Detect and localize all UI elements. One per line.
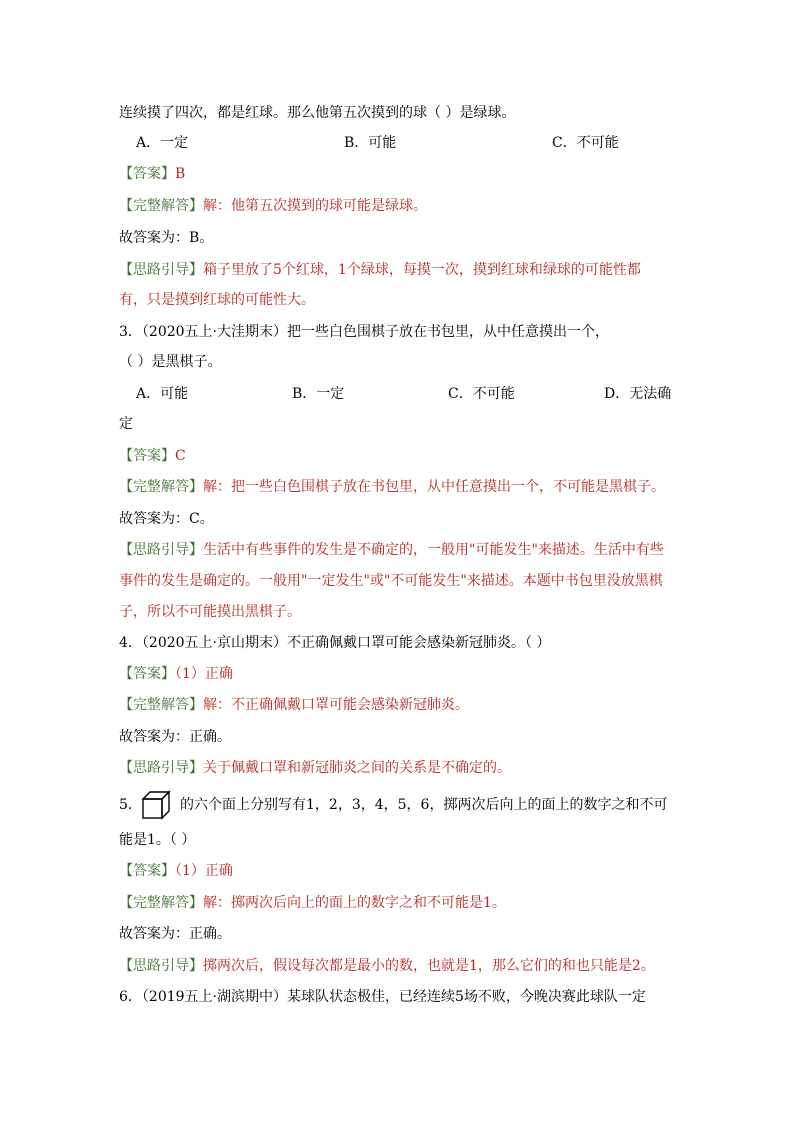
q4-guide-line-1	[119, 758, 511, 778]
cube-icon	[141, 790, 171, 820]
q3-option-b: B．一定	[292, 386, 345, 402]
q4-solution: 解：不正确佩戴口罩可能会感染新冠肺炎。	[203, 697, 469, 713]
answer-tag: 【答案】	[119, 863, 175, 879]
guide-tag: 【思路引导】	[119, 958, 203, 974]
q2-answer-line	[119, 164, 185, 184]
q2-option-a: A．一定	[136, 135, 189, 151]
q4-stem: 4．（2020五上·京山期末）不正确佩戴口罩可能会感染新冠肺炎。（ ）	[119, 635, 551, 651]
solution-tag: 【完整解答】	[119, 198, 203, 214]
q3-answer: C	[175, 448, 186, 464]
guide-tag: 【思路引导】	[119, 760, 203, 776]
answer-tag: 【答案】	[119, 666, 175, 682]
q5-final: 故答案为：正确。	[119, 926, 231, 942]
q2-guide-line-2: 有，只是摸到红球的可能性大。	[119, 292, 315, 308]
q2-guide-line-1	[119, 260, 641, 280]
q3-stem-line-2: （ ）是黑棋子。	[119, 354, 222, 370]
q5-solution: 解：掷两次后向上的面上的数字之和不可能是1。	[203, 895, 506, 911]
q3-guide-line-3: 子，所以不可能摸出黑棋子。	[119, 604, 301, 620]
q3-option-c: C．不可能	[448, 386, 515, 402]
q5-guide-line-1	[119, 956, 655, 976]
guide-tag: 【思路引导】	[119, 542, 203, 558]
q4-final: 故答案为：正确。	[119, 729, 231, 745]
q2-option-c: C．不可能	[552, 135, 619, 151]
q4-solution-line	[119, 695, 469, 715]
q2-answer: B	[175, 166, 186, 182]
solution-tag: 【完整解答】	[119, 697, 203, 713]
q2-final: 故答案为：B。	[119, 230, 214, 246]
q4-answer: （1）正确	[175, 666, 233, 682]
q3-option-d: D．无法确	[604, 386, 672, 402]
q3-answer-line	[119, 446, 186, 466]
q3-guide-text-1: 生活中有些事件的发生是不确定的，一般用"可能发生"来描述。生活中有些	[203, 542, 664, 558]
solution-tag: 【完整解答】	[119, 479, 203, 495]
q3-solution: 解：把一些白色围棋子放在书包里，从中任意摸出一个，不可能是黑棋子。	[203, 479, 665, 495]
q4-guide-text-1: 关于佩戴口罩和新冠肺炎之间的关系是不确定的。	[203, 760, 511, 776]
q4-answer-line	[119, 664, 233, 684]
q3-guide-line-1	[119, 540, 664, 560]
q2-guide-text-1: 箱子里放了5个红球，1个绿球，每摸一次，摸到红球和绿球的可能性都	[203, 262, 641, 278]
q2-solution: 解：他第五次摸到的球可能是绿球。	[203, 198, 427, 214]
q5-stem-line-2: 能是1。（ ）	[119, 832, 196, 848]
q3-stem-line-1: 3．（2020五上·大洼期末）把一些白色围棋子放在书包里，从中任意摸出一个，	[119, 324, 609, 340]
q2-stem: 连续摸了四次，都是红球。那么他第五次摸到的球（ ）是绿球。	[119, 105, 516, 121]
q6-stem-line-1: 6．（2019五上·湖滨期中）某球队状态极佳，已经连续5场不败，今晚决赛此球队一定	[119, 989, 646, 1005]
q3-guide-line-2: 事件的发生是确定的。一般用"一定发生"或"不可能发生"来描述。本题中书包里没放黑棋	[119, 573, 663, 589]
q5-number: 5．	[119, 797, 142, 813]
answer-tag: 【答案】	[119, 166, 175, 182]
q5-solution-line	[119, 893, 506, 913]
q3-option-d-wrap: 定	[119, 416, 133, 432]
q5-guide-text-1: 掷两次后，假设每次都是最小的数，也就是1，那么它们的和也只能是2。	[203, 958, 655, 974]
q3-option-a: A．可能	[136, 386, 189, 402]
q3-final: 故答案为：C。	[119, 511, 214, 527]
q2-solution-line	[119, 196, 427, 216]
solution-tag: 【完整解答】	[119, 895, 203, 911]
q5-answer-line	[119, 861, 233, 881]
q5-stem-line-1: 的六个面上分别写有1，2，3，4，5，6，掷两次后向上的面上的数字之和不可	[180, 797, 668, 813]
guide-tag: 【思路引导】	[119, 262, 203, 278]
q5-answer: （1）正确	[175, 863, 233, 879]
answer-tag: 【答案】	[119, 448, 175, 464]
q3-solution-line	[119, 477, 665, 497]
q2-option-b: B．可能	[344, 135, 397, 151]
